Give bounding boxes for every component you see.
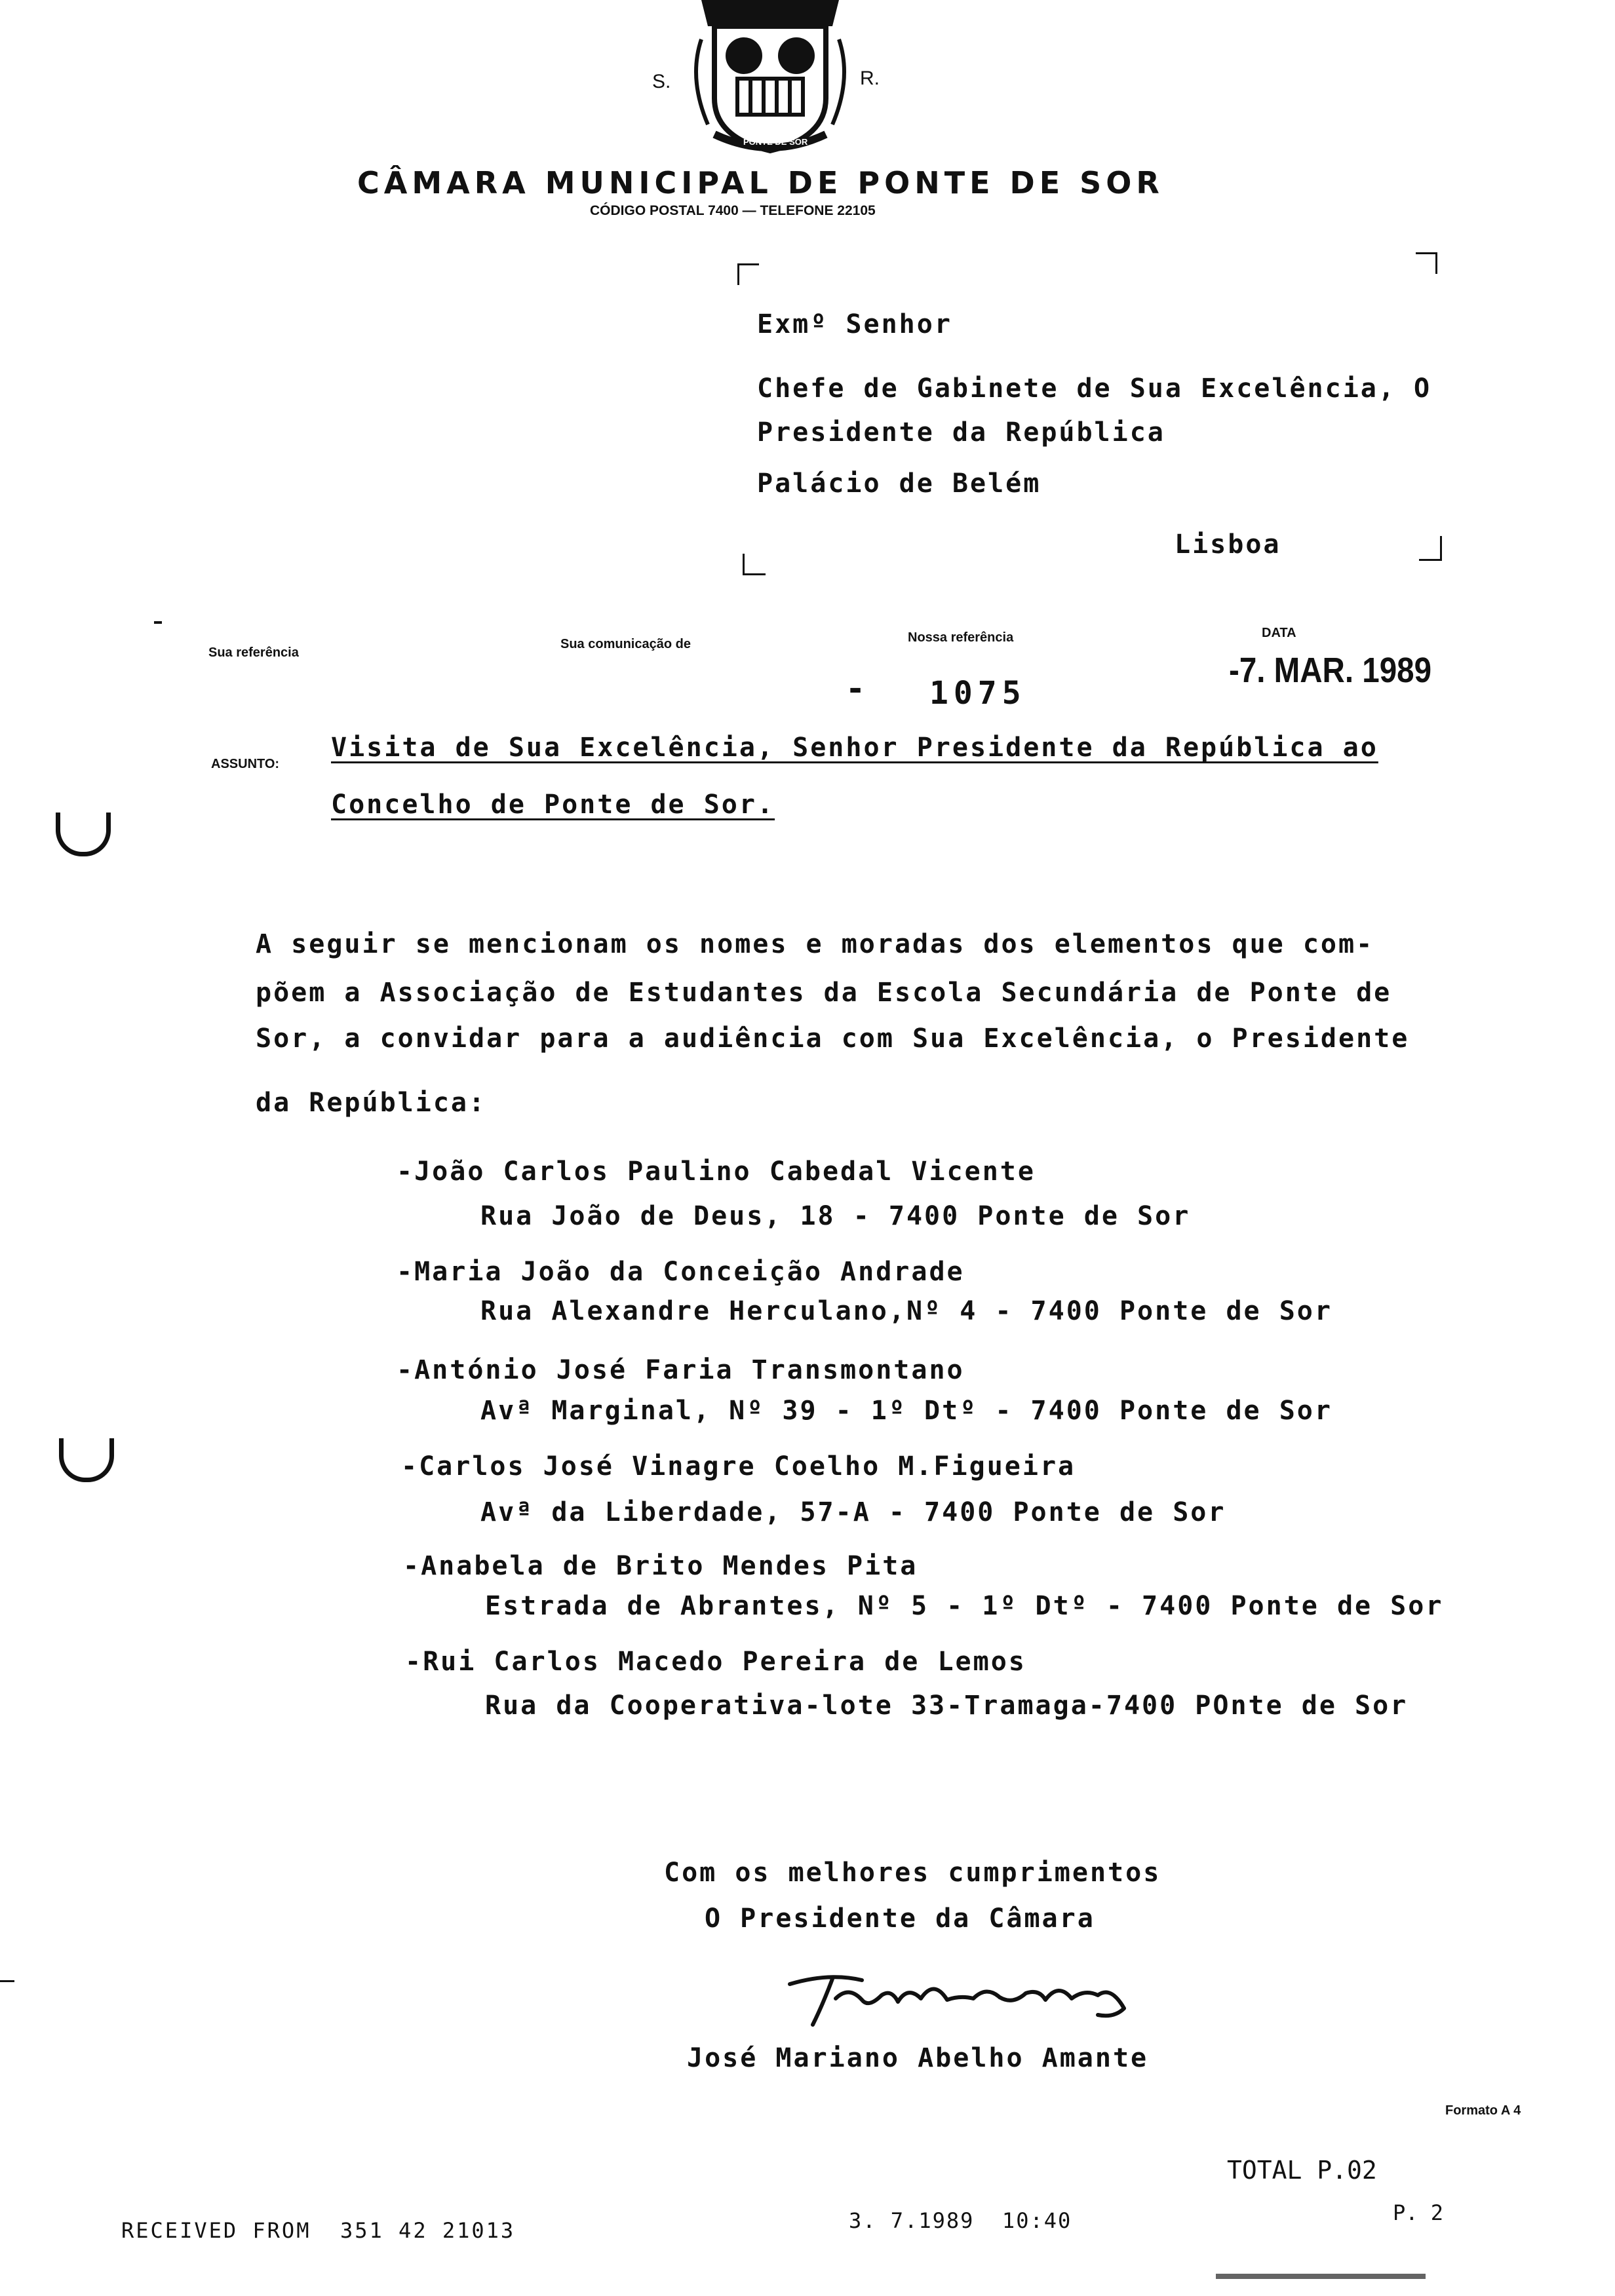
- address-corner-br: [1419, 536, 1442, 561]
- signatory-name: José Mariano Abelho Amante: [687, 2043, 1149, 2073]
- margin-tick: [0, 1980, 14, 1982]
- crest-letter-s: S.: [652, 71, 671, 92]
- data-label: DATA: [1262, 626, 1296, 640]
- fax-total-pages: TOTAL P.02: [1227, 2156, 1377, 2185]
- org-name: CÂMARA MUNICIPAL DE PONTE DE SOR: [357, 165, 1164, 201]
- punch-mark: [59, 1438, 114, 1482]
- recipient-line: Palácio de Belém: [757, 469, 1041, 499]
- subject-line: Concelho de Ponte de Sor.: [331, 790, 775, 820]
- person-address: Rua Alexandre Herculano,Nº 4 - 7400 Ponte de Sor: [480, 1296, 1333, 1326]
- recipient-line: Chefe de Gabinete de Sua Excelência, O: [757, 373, 1432, 404]
- recipient-city: Lisboa: [1175, 529, 1281, 560]
- subject-label: ASSUNTO:: [211, 757, 280, 771]
- address-corner-bl: [743, 554, 766, 575]
- closing-title: O Presidente da Câmara: [705, 1904, 1095, 1934]
- person-name: -Rui Carlos Macedo Pereira de Lemos: [405, 1647, 1026, 1677]
- person-address: Rua da Cooperativa-lote 33-Tramaga-7400 POnte de Sor: [485, 1691, 1409, 1721]
- signature-icon: [783, 1959, 1137, 2038]
- person-name: -Carlos José Vinagre Coelho M.Figueira: [401, 1451, 1076, 1482]
- municipal-crest: [688, 0, 852, 164]
- body-line: da República:: [256, 1088, 487, 1118]
- fax-received-from: RECEIVED FROM 351 42 21013: [121, 2218, 516, 2243]
- fax-page-number: P. 2: [1393, 2200, 1444, 2225]
- nossa-referencia-label: Nossa referência: [908, 630, 1014, 645]
- date-stamp: -7. MAR. 1989: [1229, 651, 1432, 690]
- subject-line: Visita de Sua Excelência, Senhor Presidente da República ao: [331, 733, 1378, 763]
- person-address: Estrada de Abrantes, Nº 5 - 1º Dtº - 7400 Ponte de Sor: [485, 1591, 1444, 1621]
- punch-mark: [56, 813, 111, 856]
- reference-dash: -: [846, 670, 866, 708]
- address-corner-tl: [737, 263, 759, 285]
- body-line: A seguir se mencionam os nomes e moradas dos elementos que com-: [256, 929, 1374, 959]
- address-corner-tr: [1416, 252, 1437, 274]
- paper-format: Formato A 4: [1445, 2103, 1521, 2118]
- margin-tick: [154, 621, 162, 624]
- org-contact: CÓDIGO POSTAL 7400 — TELEFONE 22105: [590, 203, 876, 218]
- person-name: -João Carlos Paulino Cabedal Vicente: [397, 1157, 1036, 1187]
- body-line: põem a Associação de Estudantes da Escola Secundária de Ponte de: [256, 978, 1392, 1008]
- crest-motto: PONTE DE SOR: [743, 137, 808, 147]
- person-address: Avª Marginal, Nº 39 - 1º Dtº - 7400 Ponte de Sor: [480, 1396, 1333, 1426]
- handwritten-signature: [783, 1959, 1137, 2038]
- sua-comunicacao-label: Sua comunicação de: [560, 637, 691, 651]
- person-address: Avª da Liberdade, 57-A - 7400 Ponte de Sor: [480, 1497, 1226, 1527]
- person-name: -Anabela de Brito Mendes Pita: [403, 1551, 918, 1581]
- person-address: Rua João de Deus, 18 - 7400 Ponte de Sor: [480, 1201, 1191, 1231]
- recipient-line: Presidente da República: [757, 417, 1165, 448]
- recipient-salutation: Exmº Senhor: [757, 309, 952, 339]
- person-name: -Maria João da Conceição Andrade: [397, 1257, 965, 1287]
- fax-timestamp: 3. 7.1989 10:40: [849, 2208, 1072, 2233]
- body-line: Sor, a convidar para a audiência com Sua Excelência, o Presidente: [256, 1024, 1410, 1054]
- closing-greeting: Com os melhores cumprimentos: [664, 1858, 1161, 1888]
- person-name: -António José Faria Transmontano: [397, 1355, 965, 1385]
- sua-referencia-label: Sua referência: [208, 645, 299, 660]
- nossa-referencia-value: 1075: [929, 675, 1026, 712]
- crest-letter-r: R.: [860, 67, 880, 89]
- scan-noise: [1216, 2274, 1426, 2279]
